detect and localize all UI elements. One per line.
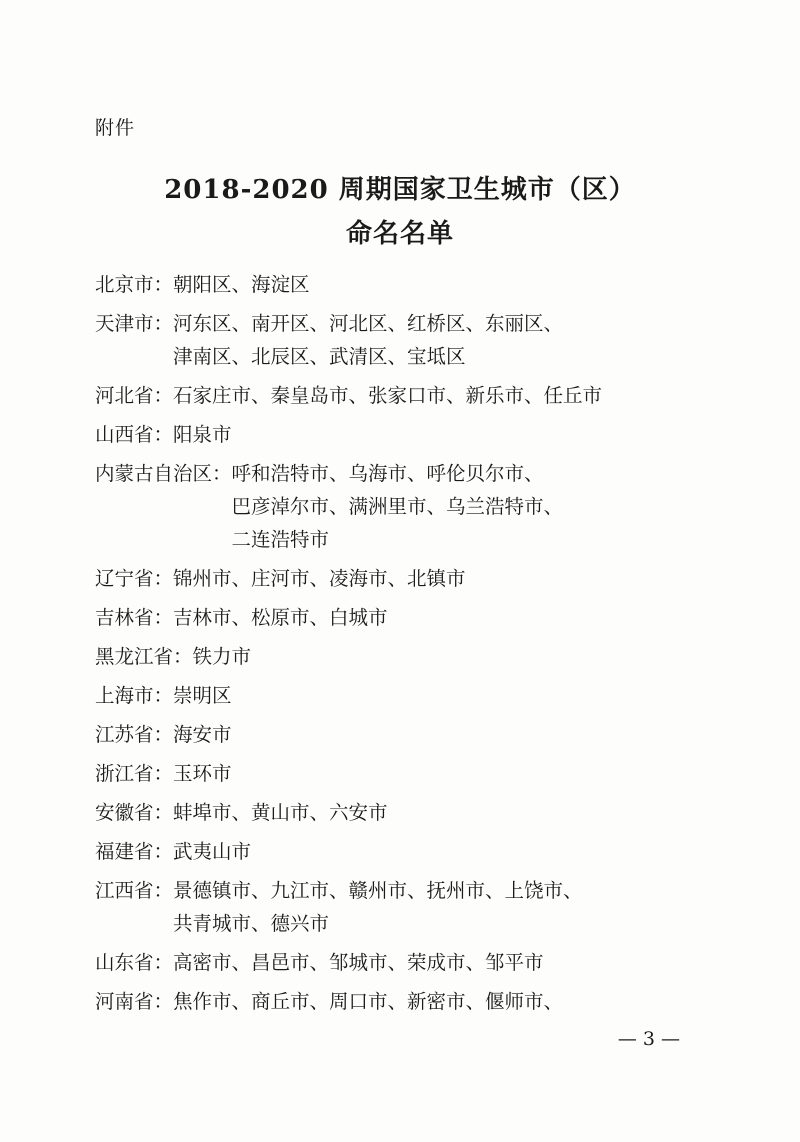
- list-item: [95, 835, 715, 868]
- province-label: 安徽省：: [95, 801, 174, 824]
- province-label: 内蒙古自治区：: [95, 462, 232, 485]
- city-list-line: 崇明区: [173, 684, 232, 707]
- province-label: 辽宁省：: [95, 567, 174, 590]
- city-list: [173, 946, 715, 979]
- city-list: [173, 307, 715, 373]
- city-list: [173, 874, 715, 940]
- title-line-2: 命名名单: [345, 219, 454, 249]
- province-label: 福建省：: [95, 840, 174, 863]
- province-label: 上海市：: [95, 684, 174, 707]
- city-list: [173, 985, 715, 1018]
- province-label: 吉林省：: [95, 606, 174, 629]
- province-label: 河南省：: [95, 990, 174, 1013]
- city-list-line: 朝阳区、海淀区: [173, 273, 310, 296]
- city-list-line: 巴彦淖尔市、满洲里市、乌兰浩特市、: [231, 495, 564, 518]
- city-list-line: 河东区、南开区、河北区、红桥区、东丽区、: [173, 312, 564, 335]
- province-label: 黑龙江省：: [95, 645, 193, 668]
- city-list-line: 共青城市、德兴市: [173, 912, 330, 935]
- city-list: [173, 379, 715, 412]
- page-number: — 3 —: [617, 1028, 680, 1050]
- list-item: [95, 562, 715, 595]
- city-list: [173, 796, 715, 829]
- list-item: [95, 307, 715, 373]
- city-list-line: 呼和浩特市、乌海市、呼伦贝尔市、: [231, 462, 544, 485]
- province-label: 山西省：: [95, 423, 174, 446]
- province-label: 北京市：: [95, 273, 174, 296]
- city-list: [173, 757, 715, 790]
- city-list-line: 海安市: [173, 723, 232, 746]
- city-list-line: 二连浩特市: [231, 528, 330, 551]
- city-list: [173, 562, 715, 595]
- list-item: [95, 418, 715, 451]
- city-list-line: 高密市、昌邑市、邹城市、荣成市、邹平市: [173, 951, 544, 974]
- attachment-label: 附件: [95, 117, 136, 139]
- city-list-line: 铁力市: [192, 645, 252, 668]
- city-list-line: 蚌埠市、黄山市、六安市: [173, 801, 388, 824]
- city-list-line: 石家庄市、秦皇岛市、张家口市、新乐市、任丘市: [173, 384, 603, 407]
- city-list: [173, 418, 715, 451]
- list-item: [95, 796, 715, 829]
- province-label: 山东省：: [95, 951, 174, 974]
- list-item: [95, 874, 715, 940]
- list-item: [95, 601, 715, 634]
- city-list: [173, 718, 715, 751]
- city-list-line: 武夷山市: [173, 840, 252, 863]
- list-item: [95, 946, 715, 979]
- list-item: [95, 985, 715, 1018]
- city-list: [193, 640, 715, 673]
- city-list-line: 玉环市: [173, 762, 232, 785]
- province-label: 江苏省：: [95, 723, 174, 746]
- city-list: [173, 835, 715, 868]
- city-list-line: 阳泉市: [173, 423, 232, 446]
- city-list-line: 津南区、北辰区、武清区、宝坻区: [173, 345, 466, 368]
- list-item: [95, 640, 715, 673]
- list-item: [95, 718, 715, 751]
- page-title: [0, 168, 800, 256]
- city-list: [232, 457, 715, 556]
- list-item: [95, 757, 715, 790]
- city-list: [173, 679, 715, 712]
- city-list-line: 焦作市、商丘市、周口市、新密市、偃师市、: [173, 990, 564, 1013]
- province-label: 江西省：: [95, 879, 174, 902]
- city-list-line: 吉林市、松原市、白城市: [173, 606, 388, 629]
- list-item: [95, 679, 715, 712]
- city-list-line: 锦州市、庄河市、凌海市、北镇市: [173, 567, 466, 590]
- list-item: [95, 379, 715, 412]
- city-list-line: 景德镇市、九江市、赣州市、抚州市、上饶市、: [173, 879, 583, 902]
- entry-list: [95, 268, 715, 1024]
- title-line-1: 2018-2020 周期国家卫生城市（区）: [164, 175, 636, 205]
- city-list: [173, 268, 715, 301]
- province-label: 天津市：: [95, 312, 174, 335]
- list-item: [95, 268, 715, 301]
- province-label: 浙江省：: [95, 762, 174, 785]
- list-item: [95, 457, 715, 556]
- province-label: 河北省：: [95, 384, 174, 407]
- city-list: [173, 601, 715, 634]
